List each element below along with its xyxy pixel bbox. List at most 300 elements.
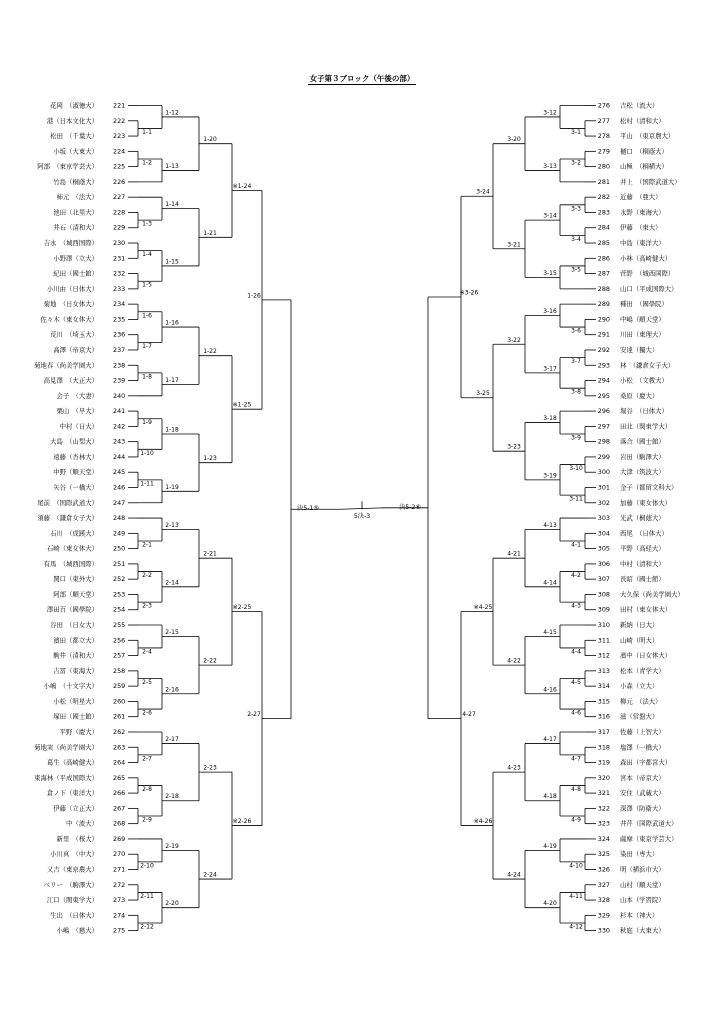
right-player-name: 佐藤（上智大） bbox=[620, 727, 665, 736]
right-player-number: 298 bbox=[597, 437, 610, 446]
left-r5-match-label: 1-26 bbox=[247, 292, 261, 300]
right-player-name: 安達（獨大） bbox=[620, 345, 659, 354]
right-player-name: 永野（東海大） bbox=[620, 208, 665, 217]
left-r1-match-label: 2-10 bbox=[140, 862, 154, 870]
right-r1-match-label: 4-1 bbox=[571, 541, 581, 549]
left-player-name: ベリー （駒澤大） bbox=[43, 880, 98, 889]
right-player-name: 岩田（駒澤大） bbox=[620, 452, 665, 461]
right-player-name: 松村（清和大） bbox=[620, 116, 665, 125]
right-r2-match-label: 3-18 bbox=[543, 415, 557, 423]
left-player-number: 221 bbox=[113, 101, 126, 110]
left-player-number: 254 bbox=[113, 605, 126, 614]
left-player-name: 東海林（平成国際大） bbox=[34, 773, 98, 782]
right-player-number: 278 bbox=[597, 132, 610, 141]
left-player-number: 235 bbox=[113, 315, 126, 324]
left-player-name: 港（日本文化大） bbox=[46, 116, 98, 125]
right-player-number: 327 bbox=[597, 880, 610, 889]
right-r1-match-label: 3-3 bbox=[571, 205, 581, 213]
left-r3-match-label: 2-22 bbox=[203, 657, 217, 665]
left-r1-match-label: 2-6 bbox=[142, 709, 152, 717]
right-r1-match-label: 3-10 bbox=[569, 465, 583, 473]
left-player-number: 222 bbox=[113, 116, 126, 125]
right-r1-match-label: 4-2 bbox=[571, 572, 581, 580]
left-player-number: 241 bbox=[113, 407, 126, 416]
left-player-name: 遠藤（杏林大） bbox=[53, 452, 98, 461]
right-player-number: 326 bbox=[597, 865, 610, 874]
right-player-number: 282 bbox=[597, 193, 610, 202]
left-player-name: 会子 （大妻） bbox=[56, 391, 98, 400]
left-r2-match-label: 2-18 bbox=[165, 793, 179, 801]
right-player-name: 山極 （桐横大） bbox=[620, 162, 668, 171]
right-r2-match-label: 4-20 bbox=[543, 900, 557, 908]
right-r1-match-label: 4-11 bbox=[569, 892, 583, 900]
left-player-name: 石川 （成蹊大） bbox=[50, 529, 98, 538]
right-player-number: 324 bbox=[597, 834, 610, 843]
left-player-number: 253 bbox=[113, 590, 126, 599]
right-player-name: 大久保（尚美学園大） bbox=[620, 590, 684, 599]
left-player-name: 松田 （千葉大） bbox=[50, 132, 98, 141]
right-player-number: 277 bbox=[597, 116, 610, 125]
right-r2-match-label: 3-17 bbox=[543, 365, 557, 373]
left-player-number: 234 bbox=[113, 300, 126, 309]
right-r3-match-label: 4-21 bbox=[507, 550, 521, 558]
right-r5-match-label: 4-27 bbox=[462, 711, 476, 719]
left-r3-match-label: 2-21 bbox=[203, 550, 217, 558]
left-player-name: 倉ノ下（東洋大） bbox=[46, 789, 98, 798]
right-player-name: 川田（東理大） bbox=[620, 330, 665, 339]
right-player-name: 中嶋（順天堂） bbox=[620, 315, 665, 324]
left-r3-match-label: 1-20 bbox=[203, 136, 217, 144]
right-player-number: 317 bbox=[597, 727, 610, 736]
right-r4-match-label: ※4-25 bbox=[473, 604, 493, 612]
left-player-number: 269 bbox=[113, 834, 126, 843]
left-player-name: 吉永 （城西国際） bbox=[43, 239, 98, 248]
left-player-name: 尾前 （国際武道大） bbox=[37, 498, 98, 507]
right-r1-match-label: 3-8 bbox=[571, 388, 581, 396]
left-player-name: 栗山 （早大） bbox=[56, 407, 98, 416]
left-player-name: 江口（関東学大） bbox=[46, 896, 98, 905]
right-player-name: 山本（学習院） bbox=[620, 896, 665, 905]
left-player-number: 258 bbox=[113, 666, 126, 675]
left-player-name: 新里 （桜大） bbox=[56, 834, 98, 843]
right-player-number: 295 bbox=[597, 391, 610, 400]
right-r2-match-label: 4-14 bbox=[543, 579, 557, 587]
left-r2-match-label: 1-18 bbox=[165, 426, 179, 434]
right-semifinal-label: 決5-2⑥ bbox=[399, 503, 421, 511]
left-player-name: 濱田（都立大） bbox=[53, 636, 98, 645]
left-r2-match-label: 2-16 bbox=[165, 686, 179, 694]
right-player-name: 安住（武蔵大） bbox=[620, 789, 665, 798]
left-player-number: 257 bbox=[113, 651, 126, 660]
left-player-name: 池田（北里大） bbox=[53, 208, 98, 217]
right-player-number: 310 bbox=[597, 621, 610, 630]
right-player-number: 280 bbox=[597, 162, 610, 171]
left-player-name: 紀田（國士館） bbox=[53, 269, 98, 278]
left-r2-match-label: 1-15 bbox=[165, 258, 179, 266]
right-player-name: 光武（桐蔭大） bbox=[620, 514, 665, 523]
right-player-name: 森田（宇都宮大） bbox=[620, 758, 672, 767]
right-player-number: 313 bbox=[597, 666, 610, 675]
right-r2-match-label: 4-16 bbox=[543, 686, 557, 694]
right-player-name: 樋口 （桐蔭大） bbox=[620, 147, 668, 156]
right-player-number: 291 bbox=[597, 330, 610, 339]
right-player-number: 309 bbox=[597, 605, 610, 614]
right-player-name: 山口（平成国際大） bbox=[620, 284, 678, 293]
right-player-number: 306 bbox=[597, 559, 610, 568]
right-player-name: 西尾 （日体大） bbox=[620, 529, 668, 538]
left-player-name: 小嶋 （慈大） bbox=[56, 926, 98, 935]
right-player-number: 284 bbox=[597, 223, 610, 232]
left-player-name: 荒川 （埼玉大） bbox=[50, 330, 98, 339]
right-player-number: 301 bbox=[597, 483, 610, 492]
left-player-number: 274 bbox=[113, 911, 126, 920]
right-player-number: 321 bbox=[597, 789, 610, 798]
bracket-title-text: 女子第３ブロック（午後の部） bbox=[309, 74, 415, 83]
left-player-number: 265 bbox=[113, 773, 126, 782]
right-player-number: 289 bbox=[597, 300, 610, 309]
right-r3-match-label: 3-22 bbox=[507, 336, 521, 344]
left-r1-match-label: 2-3 bbox=[142, 602, 152, 610]
left-r1-match-label: 1-8 bbox=[142, 373, 152, 381]
right-r3-match-label: 4-22 bbox=[507, 657, 521, 665]
left-player-name: 高見澤 （大正大） bbox=[43, 376, 98, 385]
left-player-number: 232 bbox=[113, 269, 126, 278]
left-r1-match-label: 1-11 bbox=[140, 480, 154, 488]
right-player-name: 堀谷 （日体大） bbox=[620, 407, 668, 416]
left-player-name: 塚田（國士館） bbox=[53, 712, 98, 721]
left-player-number: 266 bbox=[113, 789, 126, 798]
left-r2-match-label: 2-19 bbox=[165, 842, 179, 850]
right-player-name: 金子（都留文科大） bbox=[620, 483, 678, 492]
right-player-number: 315 bbox=[597, 697, 610, 706]
left-player-number: 242 bbox=[113, 422, 126, 431]
left-player-number: 263 bbox=[113, 743, 126, 752]
left-r4-match-label: ※1-24 bbox=[232, 182, 252, 190]
left-player-number: 229 bbox=[113, 223, 126, 232]
right-player-number: 312 bbox=[597, 651, 610, 660]
left-r1-match-label: 1-10 bbox=[140, 449, 154, 457]
left-player-name: 阿部 （東京学芸大） bbox=[37, 162, 98, 171]
right-player-name: 長昭（國士館） bbox=[620, 575, 665, 584]
left-player-number: 244 bbox=[113, 452, 126, 461]
right-player-number: 318 bbox=[597, 743, 610, 752]
right-player-name: 小森（立大） bbox=[620, 682, 659, 691]
left-player-name: 小川由（日体大） bbox=[46, 284, 98, 293]
right-r1-match-label: 3-1 bbox=[571, 128, 581, 136]
left-player-name: 井石（清和大） bbox=[53, 223, 98, 232]
right-r1-match-label: 4-5 bbox=[571, 679, 581, 686]
left-player-number: 270 bbox=[113, 850, 126, 859]
left-r1-match-label: 1-7 bbox=[142, 342, 152, 350]
left-player-name: 又吉（東京農大） bbox=[46, 865, 98, 874]
right-player-name: 塩澤（一橋大） bbox=[620, 743, 665, 752]
right-player-number: 323 bbox=[597, 819, 610, 828]
right-r5-match-label: ※3-26 bbox=[459, 289, 479, 297]
right-r2-match-label: 3-13 bbox=[543, 162, 557, 170]
right-player-number: 328 bbox=[597, 896, 610, 905]
right-player-name: 杉本（神大） bbox=[620, 911, 659, 920]
right-player-number: 276 bbox=[597, 101, 610, 110]
right-player-name: 柳元 （法大） bbox=[620, 697, 662, 706]
left-r1-match-label: 1-3 bbox=[142, 220, 152, 228]
right-player-name: 染田（専大） bbox=[620, 850, 659, 859]
left-player-name: 菊地春（尚美学園大） bbox=[34, 361, 98, 370]
left-player-name: 平野（慶大） bbox=[59, 727, 98, 736]
right-player-name: 山崎（明大） bbox=[620, 636, 659, 645]
right-player-number: 293 bbox=[597, 361, 610, 370]
right-r4-match-label: 3-24 bbox=[476, 188, 490, 196]
right-r1-match-label: 4-6 bbox=[571, 709, 581, 717]
right-r3-match-label: 4-23 bbox=[507, 764, 521, 772]
left-r5-match-label: 2-27 bbox=[247, 711, 261, 719]
left-player-name: 中村（日大） bbox=[59, 422, 98, 431]
left-r2-match-label: 1-16 bbox=[165, 319, 179, 327]
right-player-name: 井上 （国際武道大） bbox=[620, 177, 681, 186]
left-player-number: 245 bbox=[113, 468, 126, 477]
right-r1-match-label: 3-4 bbox=[571, 235, 581, 243]
right-player-number: 319 bbox=[597, 758, 610, 767]
right-r1-match-label: 3-11 bbox=[569, 495, 583, 503]
left-player-number: 275 bbox=[113, 926, 126, 935]
left-player-name: 須藤 （鎌倉女子大） bbox=[37, 514, 98, 523]
right-r3-match-label: 4-24 bbox=[507, 871, 521, 879]
right-r3-match-label: 3-21 bbox=[507, 241, 521, 249]
left-player-name: 阿部（順天堂） bbox=[53, 590, 98, 599]
left-player-name: 有馬 （城西国際） bbox=[43, 559, 98, 568]
right-player-number: 285 bbox=[597, 239, 610, 248]
left-player-number: 273 bbox=[113, 896, 126, 905]
left-player-number: 233 bbox=[113, 284, 126, 293]
left-player-number: 236 bbox=[113, 330, 126, 339]
left-r1-match-label: 2-5 bbox=[142, 679, 152, 686]
left-player-number: 252 bbox=[113, 575, 126, 584]
left-r1-match-label: 2-2 bbox=[142, 572, 152, 580]
left-player-number: 230 bbox=[113, 239, 126, 248]
left-player-number: 268 bbox=[113, 819, 126, 828]
right-player-number: 281 bbox=[597, 177, 610, 186]
left-player-name: 柿元 （法大） bbox=[56, 193, 98, 202]
left-player-name: 高澤（帝京大） bbox=[53, 345, 98, 354]
left-r1-match-label: 2-1 bbox=[142, 541, 152, 549]
right-player-name: 田北（関東学大） bbox=[620, 422, 672, 431]
left-player-number: 228 bbox=[113, 208, 126, 217]
right-r3-match-label: 3-23 bbox=[507, 443, 521, 451]
left-player-number: 223 bbox=[113, 132, 126, 141]
right-r2-match-label: 4-13 bbox=[543, 522, 557, 530]
right-player-number: 304 bbox=[597, 529, 610, 538]
left-player-number: 251 bbox=[113, 559, 126, 568]
left-r1-match-label: 2-4 bbox=[142, 648, 152, 656]
left-r2-match-label: 1-19 bbox=[165, 483, 179, 491]
left-player-number: 227 bbox=[113, 193, 126, 202]
right-player-name: 小松 （文教大） bbox=[620, 376, 668, 385]
right-player-name: 落合（國士館） bbox=[620, 437, 665, 446]
left-r3-match-label: 1-23 bbox=[203, 455, 217, 463]
right-r1-match-label: 4-12 bbox=[569, 923, 583, 931]
left-r1-match-label: 1-9 bbox=[142, 419, 152, 427]
left-r1-match-label: 1-5 bbox=[142, 281, 152, 289]
right-player-number: 288 bbox=[597, 284, 610, 293]
left-player-number: 260 bbox=[113, 697, 126, 706]
left-player-name: 伊藤（立正大） bbox=[53, 804, 98, 813]
right-player-name: 宮本（帝京大） bbox=[620, 773, 665, 782]
left-r3-match-label: 1-22 bbox=[203, 348, 217, 356]
left-player-name: 小松（明星大） bbox=[53, 697, 98, 706]
right-player-number: 290 bbox=[597, 315, 610, 324]
right-player-number: 303 bbox=[597, 514, 610, 523]
left-r1-match-label: 1-1 bbox=[142, 128, 152, 136]
right-player-number: 287 bbox=[597, 269, 610, 278]
right-r2-match-label: 4-15 bbox=[543, 628, 557, 636]
left-player-name: 花岡 （淑徳大） bbox=[50, 101, 98, 110]
left-player-number: 256 bbox=[113, 636, 126, 645]
right-player-name: 林 （鎌倉女子大） bbox=[620, 361, 675, 370]
left-player-name: 菊地実（尚美学園大） bbox=[34, 743, 98, 752]
left-r2-match-label: 1-17 bbox=[165, 376, 179, 384]
left-player-name: 大島 （山梨大） bbox=[50, 437, 98, 446]
left-semifinal-label: 決5-1⑤ bbox=[297, 505, 319, 513]
right-player-name: 小林（高崎健大） bbox=[620, 254, 672, 263]
right-player-name: 新納（日大） bbox=[620, 621, 659, 630]
left-player-name: 石崎（東女体大） bbox=[46, 544, 98, 553]
right-r2-match-label: 3-16 bbox=[543, 308, 557, 316]
left-r1-match-label: 2-7 bbox=[142, 755, 152, 763]
right-player-name: 平野（高経大） bbox=[620, 544, 665, 553]
right-player-name: 伊藤 （東大） bbox=[620, 223, 662, 232]
final-label: 5決-3 bbox=[353, 513, 371, 521]
right-player-number: 292 bbox=[597, 345, 610, 354]
right-r2-match-label: 3-12 bbox=[543, 109, 557, 117]
right-player-name: 薩摩（東京学芸大） bbox=[620, 834, 678, 843]
left-player-number: 238 bbox=[113, 361, 126, 370]
left-player-number: 250 bbox=[113, 544, 126, 553]
right-player-name: 加藤（東女体大） bbox=[620, 498, 672, 507]
right-player-name: 山村（順天堂） bbox=[620, 880, 665, 889]
right-player-number: 297 bbox=[597, 422, 610, 431]
left-r1-match-label: 2-9 bbox=[142, 816, 152, 824]
left-r4-match-label: ※2-26 bbox=[232, 818, 252, 826]
left-player-name: 谷田 （日女大） bbox=[50, 621, 98, 630]
left-r3-match-label: 2-24 bbox=[203, 871, 217, 879]
left-player-name: 小野澤（立大） bbox=[53, 254, 98, 263]
left-player-name: 駒井（清和大） bbox=[53, 651, 98, 660]
right-player-name: 田村（東女体大） bbox=[620, 605, 672, 614]
right-player-number: 302 bbox=[597, 498, 610, 507]
right-player-number: 299 bbox=[597, 452, 610, 461]
left-r2-match-label: 1-12 bbox=[165, 109, 179, 117]
left-r2-match-label: 2-13 bbox=[165, 522, 179, 530]
right-player-name: 平山 （東京農大） bbox=[620, 132, 675, 141]
left-player-number: 226 bbox=[113, 177, 126, 186]
left-player-number: 267 bbox=[113, 804, 126, 813]
left-player-name: 小坂（大東大） bbox=[53, 147, 98, 156]
left-player-name: 吉冨（東海大） bbox=[53, 666, 98, 675]
right-player-number: 325 bbox=[597, 850, 610, 859]
left-r2-match-label: 2-20 bbox=[165, 900, 179, 908]
right-r1-match-label: 4-8 bbox=[571, 785, 581, 793]
left-r1-match-label: 2-12 bbox=[140, 923, 154, 931]
left-player-name: 中野（順天堂） bbox=[53, 468, 98, 477]
left-player-name: 矢谷（一橋大） bbox=[53, 483, 98, 492]
left-player-name: 菊地 （日女体大） bbox=[43, 300, 98, 309]
right-player-number: 300 bbox=[597, 468, 610, 477]
left-player-number: 271 bbox=[113, 865, 126, 874]
left-player-number: 262 bbox=[113, 727, 126, 736]
right-player-name: 中島（東洋大） bbox=[620, 239, 665, 248]
right-r1-match-label: 3-5 bbox=[571, 266, 581, 274]
left-player-number: 240 bbox=[113, 391, 126, 400]
left-r1-match-label: 1-2 bbox=[142, 159, 152, 167]
right-player-name: 松本（青学大） bbox=[620, 666, 665, 675]
right-r1-match-label: 4-10 bbox=[569, 862, 583, 870]
left-player-number: 246 bbox=[113, 483, 126, 492]
left-player-name: 生出 （日体大） bbox=[50, 911, 98, 920]
right-player-name: 滋（常盤大） bbox=[620, 712, 659, 721]
right-player-number: 279 bbox=[597, 147, 610, 156]
left-player-name: 佐々木（東女体大） bbox=[40, 315, 98, 324]
right-player-name: 近藤 （亜大） bbox=[620, 193, 662, 202]
left-r2-match-label: 1-13 bbox=[165, 162, 179, 170]
right-player-name: 中村（清和大） bbox=[620, 559, 665, 568]
right-player-number: 296 bbox=[597, 407, 610, 416]
right-r2-match-label: 3-14 bbox=[543, 212, 557, 220]
right-player-name: 菅野 （城西国際） bbox=[620, 269, 675, 278]
left-player-name: 葛生（高崎健大） bbox=[46, 758, 98, 767]
right-player-name: 井芹（国際武道大） bbox=[620, 819, 678, 828]
left-player-number: 247 bbox=[113, 498, 126, 507]
left-r1-match-label: 2-8 bbox=[142, 785, 152, 793]
right-r1-match-label: 3-2 bbox=[571, 159, 581, 167]
right-r1-match-label: 3-6 bbox=[571, 327, 581, 335]
left-r2-match-label: 1-14 bbox=[165, 201, 179, 209]
right-r1-match-label: 4-4 bbox=[571, 648, 581, 656]
left-player-number: 224 bbox=[113, 147, 126, 156]
right-player-number: 311 bbox=[597, 636, 610, 645]
left-r1-match-label: 2-11 bbox=[140, 892, 154, 900]
right-r3-match-label: 3-20 bbox=[507, 136, 521, 144]
left-player-number: 237 bbox=[113, 345, 126, 354]
right-player-number: 307 bbox=[597, 575, 610, 584]
right-r2-match-label: 4-19 bbox=[543, 842, 557, 850]
left-player-number: 225 bbox=[113, 162, 126, 171]
right-player-number: 322 bbox=[597, 804, 610, 813]
left-r4-match-label: ※2-25 bbox=[232, 604, 252, 612]
left-r1-match-label: 1-6 bbox=[142, 312, 152, 320]
left-r3-match-label: 2-23 bbox=[203, 764, 217, 772]
left-player-number: 261 bbox=[113, 712, 126, 721]
left-player-name: 竹島（桐蔭大） bbox=[53, 177, 98, 186]
left-player-number: 249 bbox=[113, 529, 126, 538]
left-player-name: 小嶋 （十文字大） bbox=[43, 682, 98, 691]
left-player-number: 255 bbox=[113, 621, 126, 630]
left-player-number: 243 bbox=[113, 437, 126, 446]
left-player-name: 関口（東外大） bbox=[53, 575, 98, 584]
right-player-number: 308 bbox=[597, 590, 610, 599]
left-player-number: 239 bbox=[113, 376, 126, 385]
left-r4-match-label: ※1-25 bbox=[232, 401, 252, 409]
left-player-number: 248 bbox=[113, 514, 126, 523]
final-connector bbox=[340, 508, 385, 509]
right-player-name: 深澤（防衛大） bbox=[620, 804, 665, 813]
right-player-number: 283 bbox=[597, 208, 610, 217]
right-player-name: 桑原（慶大） bbox=[620, 391, 659, 400]
right-player-number: 316 bbox=[597, 712, 610, 721]
right-player-number: 305 bbox=[597, 544, 610, 553]
right-player-name: 種田 （國學院） bbox=[620, 300, 668, 309]
right-r2-match-label: 3-15 bbox=[543, 269, 557, 277]
left-r3-match-label: 1-21 bbox=[203, 229, 217, 237]
right-r1-match-label: 4-9 bbox=[571, 816, 581, 824]
